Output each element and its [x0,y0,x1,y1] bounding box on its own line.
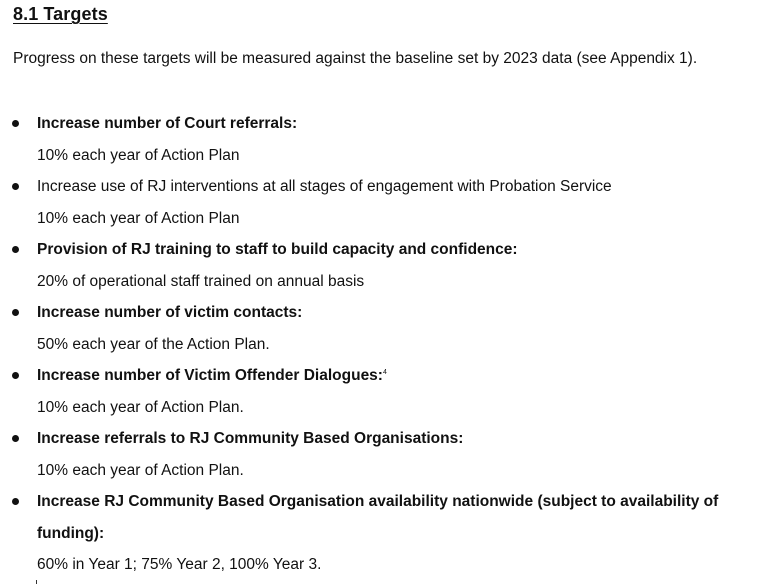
target-item [0,234,781,297]
target-detail: 10% each year of Action Plan [37,146,240,164]
target-item [0,486,781,581]
target-title: Increase referrals to RJ Community Based Organisations: [37,430,464,447]
targets-list [0,108,781,581]
target-item [0,360,781,423]
target-title: Increase number of Victim Offender Dialogues: [37,367,383,384]
bullet-icon [12,372,19,379]
bullet-icon [12,435,19,442]
target-detail: 10% each year of Action Plan. [37,461,244,479]
bullet-icon [12,309,19,316]
target-detail: 20% of operational staff trained on annual basis [37,272,365,290]
target-item [0,108,781,171]
bullet-icon [12,120,19,127]
target-detail: 60% in Year 1; 75% Year 2, 100% Year 3. [37,556,322,573]
target-item [0,423,781,486]
target-detail: 10% each year of Action Plan [37,209,240,227]
target-title: Increase number of Court referrals: [37,115,298,132]
intro-paragraph: Progress on these targets will be measured against the baseline set by 2023 data (see Appendix 1). [13,50,698,67]
target-title-line [37,360,763,392]
target-title: Increase use of RJ interventions at all stages of engagement with Probation Service [37,178,612,195]
target-item [0,171,781,234]
target-title: Provision of RJ training to staff to build capacity and confidence: [37,241,518,258]
section-heading: 8.1 Targets [13,4,108,24]
target-detail: 50% each year of the Action Plan. [37,335,270,353]
target-title: Increase number of victim contacts: [37,304,303,321]
bullet-icon [12,246,19,253]
bullet-icon [12,183,19,190]
target-title: Increase RJ Community Based Organisation availability nationwide (subject to availability of funding): [37,493,719,542]
page-edge-mark [36,580,37,584]
bullet-icon [12,498,19,505]
target-detail: 10% each year of Action Plan. [37,398,244,416]
target-item [0,297,781,360]
footnote-marker[interactable]: 4 [382,368,387,376]
